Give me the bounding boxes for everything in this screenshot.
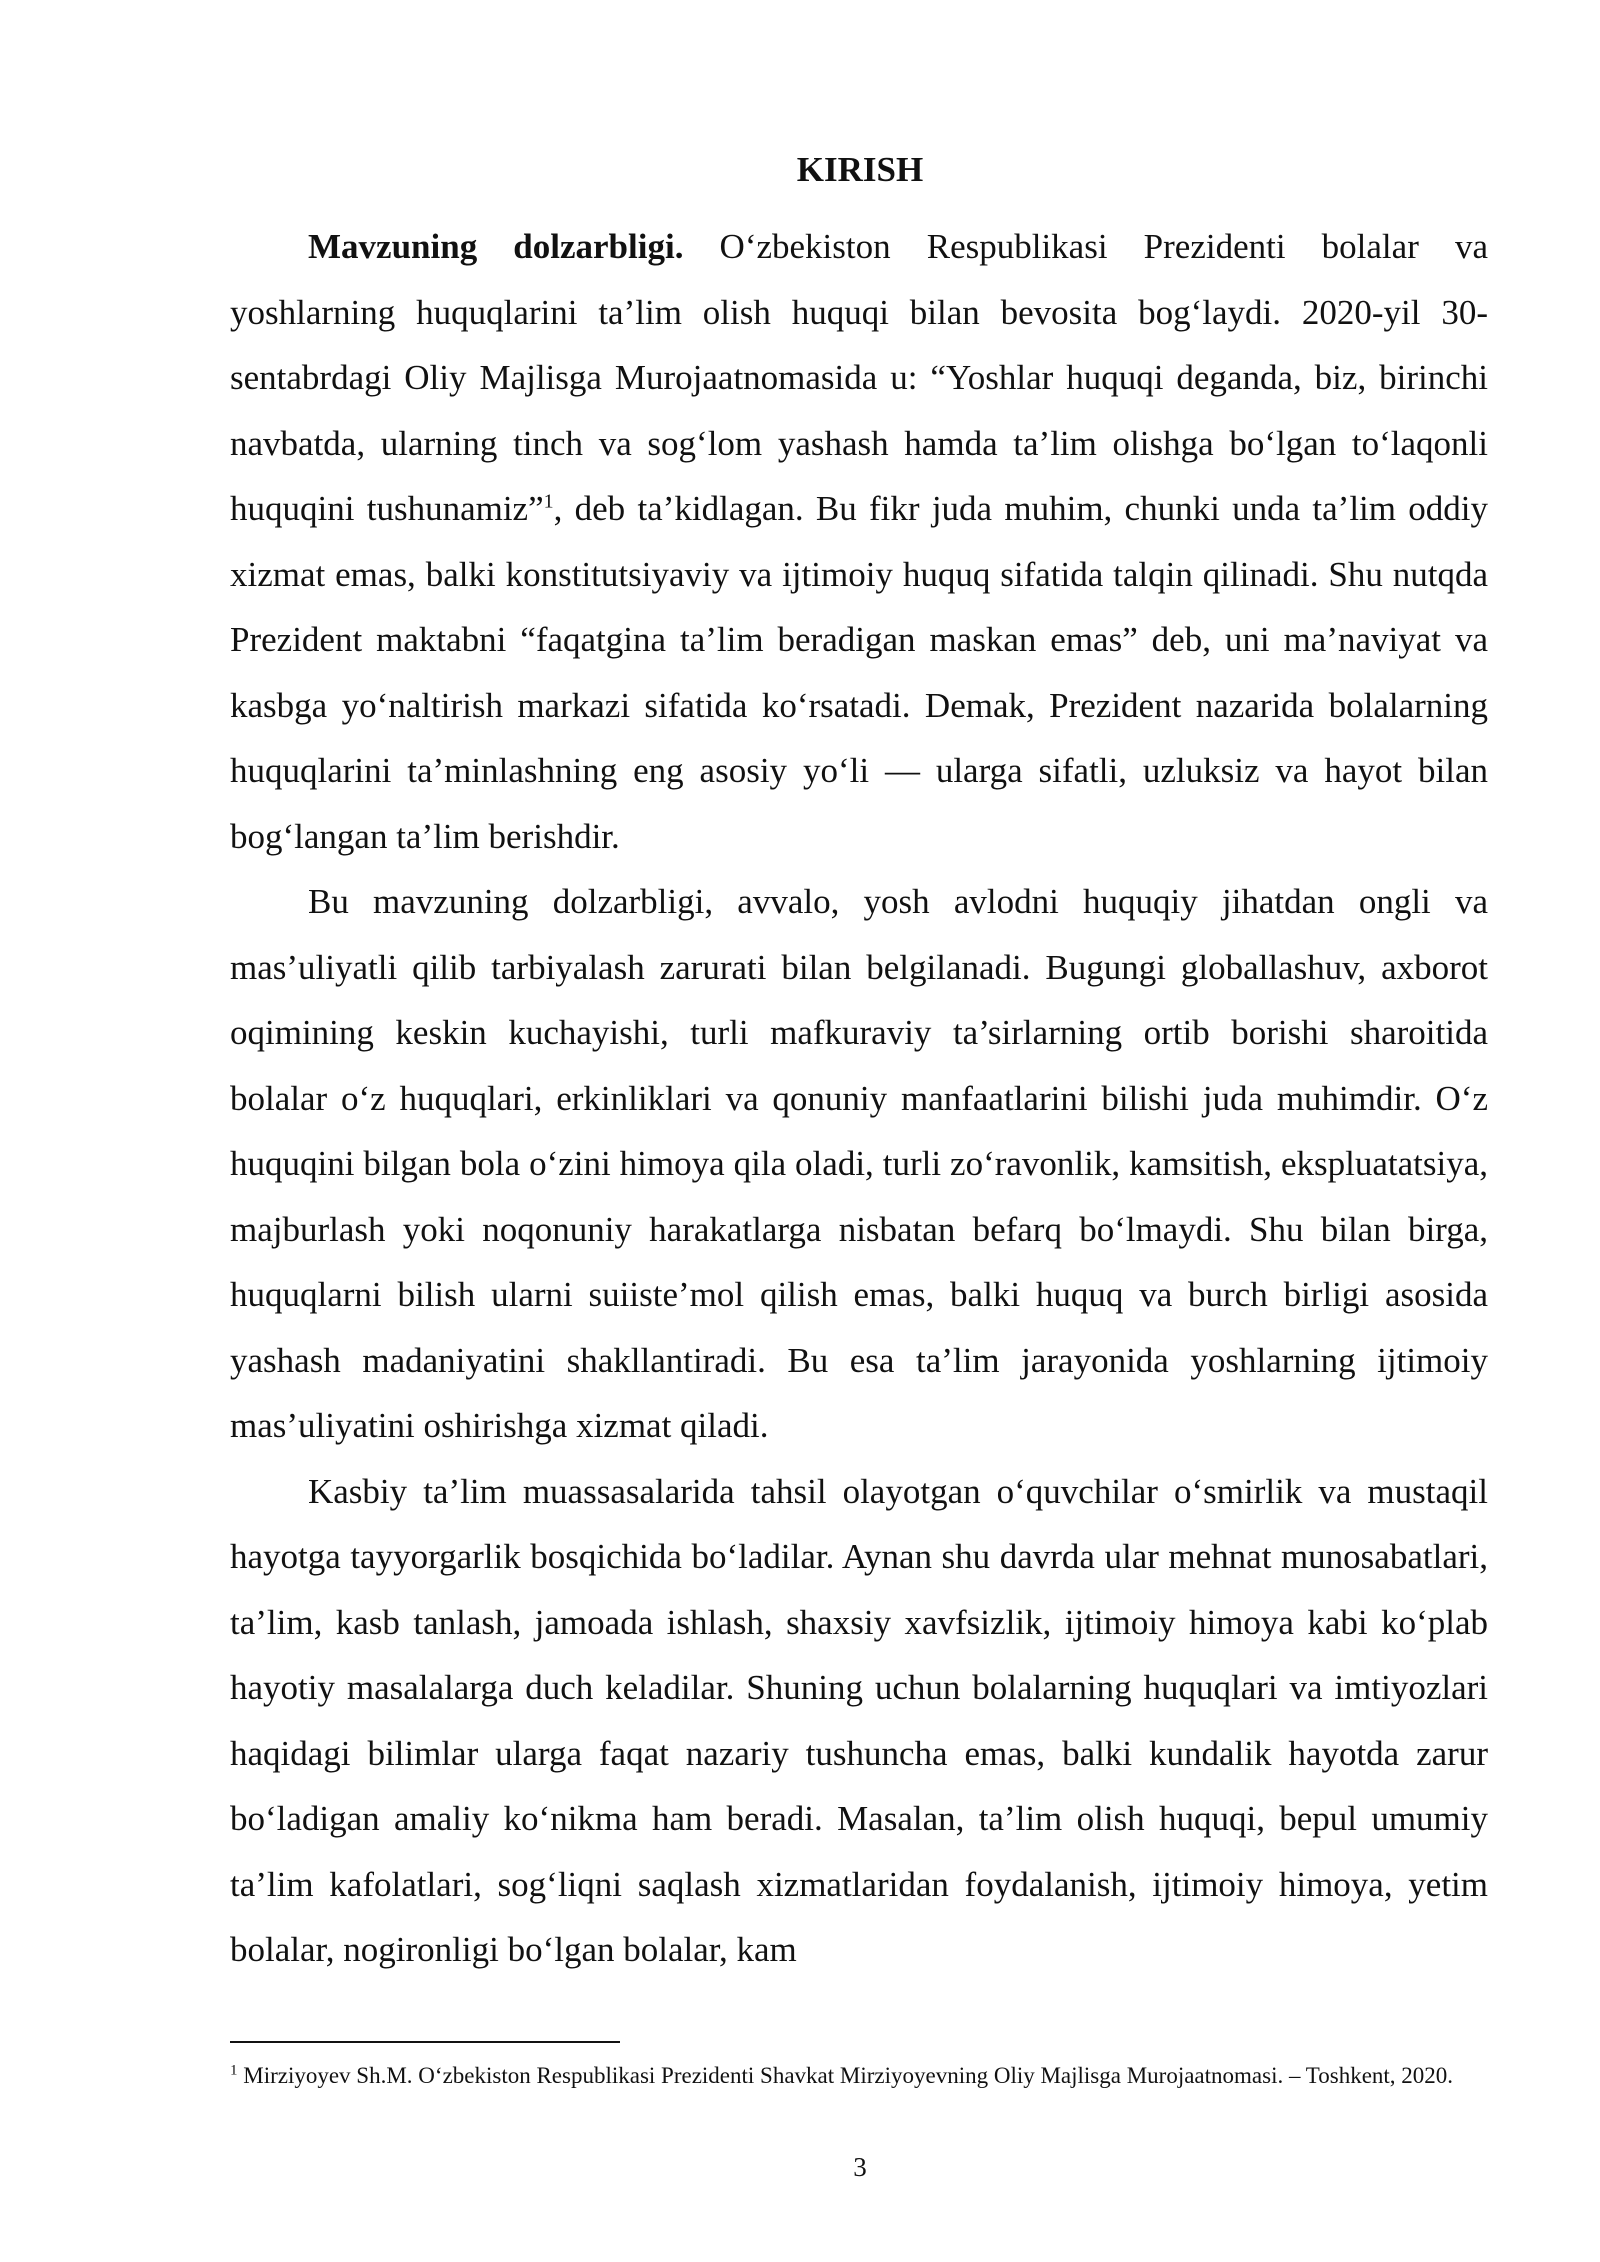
footnote-reference[interactable]: 1 <box>543 490 554 513</box>
paragraph-lead: Mavzuning dolzarbligi. <box>308 227 684 266</box>
paragraph-text: , deb ta’kidlagan. Bu fikr juda muhim, chunki unda ta’lim oddiy xizmat emas, balki konstitutsiyaviy va ijtimoiy huquq sifatida talqin qilinadi. Shu nutqda Prezident maktabni “faqatgina ta’lim beradigan maskan emas” deb, uni ma’naviyat va kasbga yo‘naltirish markazi sifatida ko‘rsatadi. Demak, Prezident nazarida bolalarning huquqlarini ta’minlashning eng asosiy yo‘li — ularga sifatli, uzluksiz va hayot bilan bog‘langan ta’lim berishdir. <box>230 489 1488 856</box>
footnote-mark: 1 <box>230 2062 238 2079</box>
section-heading: KIRISH <box>796 150 924 189</box>
footnote <box>230 2060 1488 2091</box>
paragraph-legal-awareness: Bu mavzuning dolzarbligi, avvalo, yosh avlodni huquqiy jihatdan ongli va mas’uliyatli qilib tarbiyalash zarurati bilan belgilanadi. Bugungi globallashuv, axborot oqimining keskin kuchayishi, turli mafkuraviy ta’sirlarning ortib borishi sharoitida bolalar o‘z huquqlari, erkinliklari va qonuniy manfaatlarini bilishi juda muhimdir. O‘z huquqini bilgan bola o‘zini himoya qila oladi, turli zo‘ravonlik, kamsitish, ekspluatatsiya, majburlash yoki noqonuniy harakatlarga nisbatan befarq bo‘lmaydi. Shu bilan birga, huquqlarni bilish ularni suiiste’mol qilish emas, balki huquq va burch birligi asosida yashash madaniyatini shakllantiradi. Bu esa ta’lim jarayonida yoshlarning ijtimoiy mas’uliyatini oshirishga xizmat qiladi. <box>230 882 1488 1445</box>
body-text <box>230 214 1488 1983</box>
page-number: 3 <box>853 2152 867 2182</box>
paragraph-relevance <box>230 214 1488 869</box>
paragraph-text: O‘zbekiston Respublikasi Prezidenti bolalar va yoshlarning huquqlarini ta’lim olish huquqi bilan bevosita bog‘laydi. 2020-yil 30-sentabrdagi Oliy Majlisga Murojaatnomasida u: “Yoshlar huquqi deganda, biz, birinchi navbatda, ularning tinch va sog‘lom yashash hamda ta’lim olishga bo‘lgan to‘laqonli huquqini tushunamiz” <box>230 227 1488 528</box>
paragraph-vocational-education: Kasbiy ta’lim muassasalarida tahsil olayotgan o‘quvchilar o‘smirlik va mustaqil hayotga tayyorgarlik bosqichida bo‘ladilar. Aynan shu davrda ular mehnat munosabatlari, ta’lim, kasb tanlash, jamoada ishlash, shaxsiy xavfsizlik, ijtimoiy himoya kabi ko‘plab hayotiy masalalarga duch keladilar. Shuning uchun bolalarning huquqlari va imtiyozlari haqidagi bilimlar ularga faqat nazariy tushuncha emas, balki kundalik hayotda zarur bo‘ladigan amaliy ko‘nikma ham beradi. Masalan, ta’lim olish huquqi, bepul umumiy ta’lim kafolatlari, sog‘liqni saqlash xizmatlaridan foydalanish, ijtimoiy himoya, yetim bolalar, nogironligi bo‘lgan bolalar, kam <box>230 1471 1488 1969</box>
footnote-separator <box>230 2041 620 2043</box>
footnote-text: Mirziyoyev Sh.M. O‘zbekiston Respublikasi Prezidenti Shavkat Mirziyoyevning Oliy Majlisga Murojaatnomasi. – Toshkent, 2020. <box>237 2063 1454 2088</box>
